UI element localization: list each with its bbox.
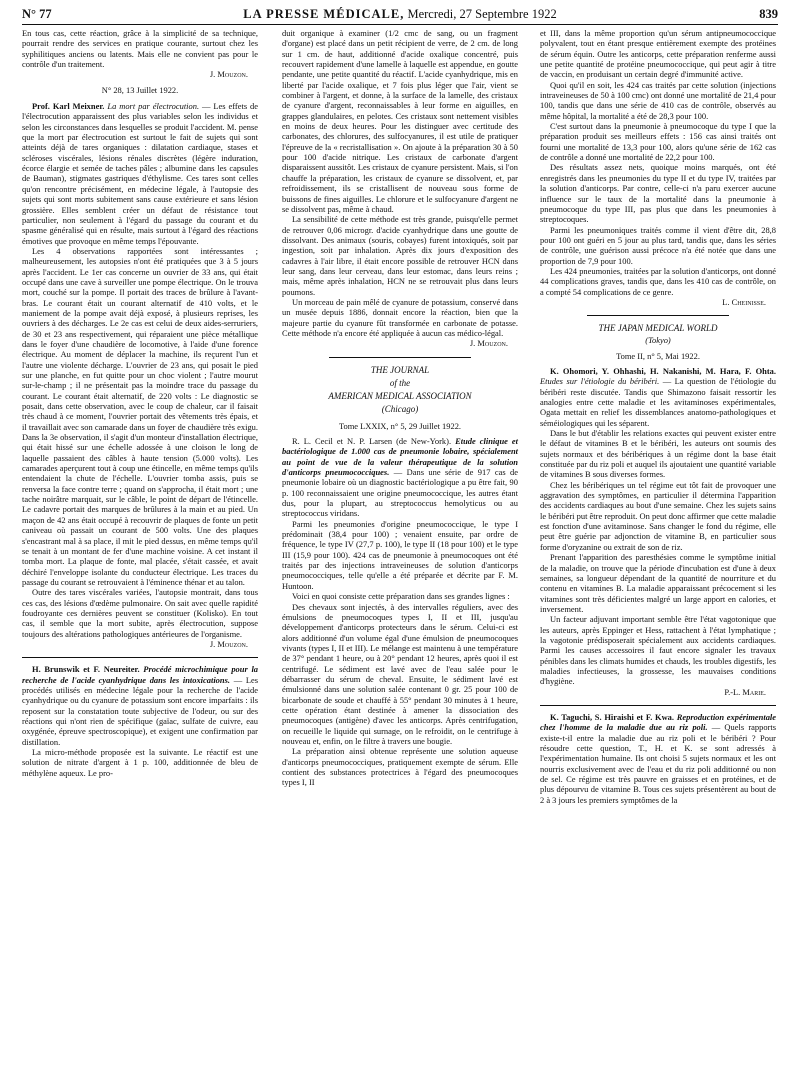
journal-heading: THE JOURNAL: [370, 364, 430, 375]
paragraph: En tous cas, cette réaction, grâce à la simplicité de sa technique, pourrait rendre des services en pratique courante, surtout chez les syphilitiques anciens ou latents. Mais elle ne convient pas pour le contrôle d'un traitement.: [22, 28, 258, 70]
journal-heading: AMERICAN MEDICAL ASSOCIATION: [328, 390, 472, 401]
paragraph: Des chevaux sont injectés, à des intervalles réguliers, avec des émulsions de pneumocoques types I, II et III, jusqu'au développement d'anticorps protecteurs dans le sérum. Celui-ci est alors additionné d'un volume égal d'une émulsion de pneumocoques vivants (types I, II et III). Le mélange est maintenu à une température de 37° pendant 1 heure, ou à 20° pendant 12 heures, après quoi il est centrifugé. Le sédiment est lavé avec de l'eau salée pour le débarrasser du sérum de cheval. Ensuite, le sédiment lavé est émulsionné dans une solution salée contenant 0 gr. 25 pour 100 de bicarbonate de soude et chauffé à 55° pendant 30 minutes à 1 heure, cette opération étant destinée à amener la dissociation des pneumocoques (antigène) d'avec les anticorps. Après centrifugation, on recueille le liquide qui surnage, on le refroidit, on le centrifuge à nouveau et, enfin, on le filtre à travers une bougie.: [282, 601, 518, 746]
paragraph: Prenant l'apparition des paresthésies comme le symptôme initial de la maladie, on trouve que la période d'incubation est d'une à deux semaines, sa longueur dépendant de la quantité de nourriture et du contenu en vitamines B. La maladie apparaissant précocement si les vitamines sont très déficientes malgré un large apport en calories, et inversement.: [540, 552, 776, 614]
article-paragraph: [540, 712, 776, 805]
paragraph: Quoi qu'il en soit, les 424 cas traités par cette solution (injections intraveineuses de 50 à 100 cmc) ont donné une mortalité de 21,4 pour 100, tandis que dans une série de 410 cas de contrôle, observés au même hôpital, la mortalité a été de 28,3 pour 100.: [540, 79, 776, 121]
journal-location: (Chicago): [381, 403, 419, 414]
paragraph: Dans le but d'établir les relations exactes qui peuvent exister entre le défaut de vitamines B et le béribéri, les auteurs ont soumis des sujets normaux et des béribériques à un régime dont la base était constituée par du riz poli et auquel ils ajoutaient une quantité variable de vitamines B sous diverses formes.: [540, 428, 776, 480]
article-paragraph: [282, 436, 518, 519]
signature: J. Mouzon.: [209, 69, 248, 80]
article-title: Etudes sur l'étiologie du béribéri.: [540, 376, 660, 387]
paragraph: La micro-méthode proposée est la suivante. Le réactif est une solution de nitrate d'argent à 1 p. 100, additionnée de bleu de méthylène aqueux. Le pro-: [22, 747, 258, 778]
page-number: 839: [759, 7, 778, 21]
paragraph: Un facteur adjuvant important semble être l'état vagotonique que les auteurs, après Eppinger et Hess, rattachent à l'état lymphatique ; la vagotonie prédisposerait spécialement aux accidents cardiaques. Parmi les causes accessoires il faut encore signaler les travaux pénibles dans les climats humides et chauds, les troubles digestifs, les maladies infectieuses, la grossesse, les mauvaises conditions d'hygiène.: [540, 614, 776, 687]
paragraph: C'est surtout dans la pneumonie à pneumocoque du type I que la préparation produit ses meilleurs effets : 156 cas ainsi traités ont fourni une mortalité de 13,3 pour 100, alors qu'une série de 162 cas de contrôle a donné une mortalité de 22,2 pour 100.: [540, 121, 776, 163]
signature: J. Mouzon.: [469, 338, 508, 349]
issue-number: N° 77: [22, 7, 52, 21]
section-heading: N° 28, 13 Juillet 1922.: [101, 84, 179, 95]
article-text: — Dans une série de 917 cas de pneumonie lobaire où un diagnostic bactériologique a pu être fait, 90 p. 100 reconnaissaient une origine pneumococcique, les autres étant dus, pour la plupart, au streptococcus hemolyticus ou au streptococcus viridans.: [282, 467, 519, 519]
paragraph: duit organique à examiner (1/2 cmc de sang, ou un fragment d'organe) est placé dans un petit récipient de verre, de 2 cm. de long sur 1 cm. de haut, additionné d'acide oxalique concentré, puis recouvert rapidement d'une lamelle à laquelle est appendue, en goutte pendante, une petite quantité du réactif. L'acide cyanhydrique, mis en liberté par l'acide oxalique, et 7 fois plus léger que l'air, vient se combiner à l'argent, et donne, à la surface de la lamelle, des cristaux de cyanure d'argent, reconnaissables à leur forme en aiguilles, en grappes glandulaires, en pelotes. Ces cristaux sont nettement visibles en moins de deux heures. Pour les distinguer avec certitude des carbonates, des chlorures, des sulfocyanures, il est utile de pratiquer l'épreuve de la « recristallisation ». On ajoute à la préparation 30 à 50 pour 100 d'acide nitrique. Les cristaux de carbonate d'argent disparaissent aussitôt. Les cristaux de cyanure persistent. Mais, si l'on chauffe la préparation, les cristaux de cyanure se dissolvent, et, par refroidissement, ils se cristallisent de nouveau sous forme de buissons de fines aiguilles. Le chlorure et le sulfocyanure d'argent ne se dissolvent pas, même à chaud.: [282, 28, 518, 214]
column-1: [22, 28, 258, 778]
paragraph: Outre des tares viscérales variées, l'autopsie montrait, dans tous ces cas, des lésions d'œdème pulmonaire. On sait avec quelle rapidité foudroyante ces dernières peuvent se constituer (Kolisko). En tout cas, il semble que la mort subite, après électrocution, suppose toujours des altérations pathologiques antérieures de l'organisme.: [22, 587, 258, 639]
divider: [587, 315, 729, 316]
article-text: — Quels rapports existe-t-il entre la maladie due au riz poli et le béribéri ? Pour résoudre cette question, T., H. et K. se sont adressés à l'expérimentation humaine. Ils ont choisi 5 sujets normaux et les ont nourris exclusivement avec de l'eau et du riz poli additionné ou non de sel. Ce régime est très pauvre en graisses et en protéines, et de plus dépourvu de vitamine B. Tous ces sujets présentèrent au bout de 2 à 3 jours les premiers symptômes de la: [540, 722, 776, 805]
signature: L. Cheinisse.: [722, 296, 766, 307]
paragraph: La sensibilité de cette méthode est très grande, puisqu'elle permet de retrouver 0,06 microgr. d'acide cyanhydrique dans une goutte de dissolvant. Des animaux (souris, cobayes) furent intoxiqués, soit par ingestion, soit par inhalation. Après dix jours d'exposition des cadavres à l'air libre, il était encore possible de retrouver HCN dans leur sang, dans leur cerveau, dans leur estomac, dans leurs reins ; mais, même après inhalation, HCN ne se retrouvait plus dans leurs poumons.: [282, 214, 518, 297]
column-2: [282, 28, 518, 788]
paragraph: Parmi les pneumoniques traités comme il vient d'être dit, 28,8 pour 100 ont guéri en 5 jour au plus tard, tandis que, dans les séries de contrôle, une guérison aussi précoce n'a été notée que dans une proportion de 7,9 pour 100.: [540, 224, 776, 266]
volume-line: Tome LXXIX, n° 5, 29 Juillet 1922.: [338, 420, 462, 431]
paragraph: Les 4 observations rapportées sont intéressantes ; malheureusement, les autopsies n'ont été pratiquées que 3 à 5 jours après l'accident. Le 1er cas concerne un ouvrier de 33 ans, qui était occupé dans une cave à surveiller une pompe électrique. On le trouva mort, couché sur la pompe. Il portait des traces de brûlure à l'avant-bras. Le courant était un courant alternatif de 410 volts, et le maniement de la pompe avait déjà exposé, à plusieurs reprises, les ouvriers à des décharges. Le 2e cas est celui de deux aides-serruriers, de 30 et 23 ans respectivement, qui réparaient une pièce métallique dans le foyer d'une chaudière de locomotive, à l'aide d'une forence électrique. Au moment de déplacer la machine, ils reçurent l'un et l'autre une violente décharge. L'ouvrier de 23 ans, qui posait le pied sur une planche, en fut quitte pour un choc violent ; l'autre mourut sur-le-champ ; il ne présentait pas la moindre trace du passage du courant. Le courant était alternatif, de 220 volts : Le diagnostic se posait, dans cette observation, avec le coup de chaleur, car il faisait très chaud à ce moment, l'ouvrier portait des vêtements très épais, et il travaillait avec son camarade dans un foyer de chaudière très exigu. Dans la 3e observation, il s'agit d'un monteur d'installation électrique, qui était hissé sur une échelle adossée à une cloison le long de laquelle passaient des câbles à haute tension (5.000 volts). Les camarades aperçurent tout à coup une étincelle, en même temps qu'ils entendaient la chute de l'échelle. L'ouvrier tomba assis, puis se renversa la face contre terre ; quand on s'approcha, il était mort ; une tache noirâtre marquait, sur le câble, le point de départ de l'étincelle. Le cadavre portait des marques de brûlures à la main et au pied. Un maçon de 42 ans était occupé à recouvrir de plaques de fonte un petit caniveau où passait un courant de 500 volts. Une des plaques s'encastrant mal à sa place, il mit le pied dessus, en même temps qu'il se tenait à un montant de fer d'une machine voisine. A cet instant il tomba mort. La plaque de fonte, mal placée, s'était cassée, et avait déchiré l'enveloppe isolante du conducteur électrique. Les traces du passage du courant se retrouvaient à l'éminence thénar et au talon.: [22, 245, 258, 587]
page-header: [22, 6, 778, 25]
journal-heading: THE JAPAN MEDICAL WORLD: [598, 323, 718, 334]
journal-location: (Tokyo): [645, 335, 671, 346]
article-title: Reproduction expérimentale chez l'homme de la maladie due au riz poli.: [540, 711, 777, 733]
signature: P.-L. Marie.: [724, 686, 766, 697]
volume-line: Tome II, n° 5, Mai 1922.: [616, 350, 700, 361]
article-text: — La question de l'étiologie du béribéri reste discutée. Tandis que Shimazono faisait ressortir les analogies entre cette maladie et les avitaminoses expérimentales, Ogata mettait en relief les dissemblances anatomo-pathologiques et séméiologiques qui les séparent.: [540, 376, 776, 428]
paragraph: Des résultats assez nets, quoique moins marqués, ont été enregistrés dans les pneumonies du type II et du type IV, traitées par la solution d'anticorps. Par contre, celle-ci n'a paru exercer aucune influence sur le taux de la mortalité dans la pneumonie à pneumocoque du type III, pas plus que dans les pneumonies à streptocoques.: [540, 162, 776, 225]
paragraph: Voici en quoi consiste cette préparation dans ses grandes lignes :: [292, 591, 510, 602]
article-author: K. Ohomori, Y. Ohhashi, H. Nakanishi, M. Hara, F. Ohta.: [550, 365, 776, 376]
divider: [540, 705, 776, 706]
article-text: — Les procédés utilisés en médecine légale pour la recherche de l'acide cyanhydrique ou du cyanure de potassium sont encore imparfaits : ils reposent sur la constatation toute subjective de l'odeur, ou sur des réactions qui n'ont rien de spécifique (gaïac, sulfate de cuivre, eau oxygénée, épreuve spectroscopique), et exigent une confirmation par distillation.: [22, 674, 258, 747]
journal-heading: of the: [389, 377, 411, 388]
article-author: H. Brunswik et F. Neureiter.: [32, 664, 140, 675]
paragraph: Un morceau de pain mêlé de cyanure de potassium, conservé dans un musée depuis 1886, donnait encore la réaction, bien que la majeure partie du cyanure fût transformée en carbonate de potasse. Cette méthode n'a encore été appliquée à aucun cas médico-légal.: [282, 296, 518, 338]
article-title: Procédé microchimique pour la recherche de l'acide cyanhydrique dans les intoxications.: [22, 664, 259, 685]
journal-title: [22, 7, 778, 22]
paragraph: La préparation ainsi obtenue représente une solution aqueuse d'anticorps pneumococciques, pratiquement exempte de sérum. Elle contient des substances protectrices à l'égard des pneumocoques types I, II: [282, 746, 518, 788]
paragraph: et III, dans la même proportion qu'un sérum antipneumococcique polyvalent, tout en étant presque entièrement exempte des protéines de sérum équin. Outre les anticorps, cette préparation renferme aussi une petite quantité de protéine pneumococcique, qui peut agir à titre de vaccin, en produisant un certain degré d'immunité active.: [540, 28, 776, 80]
paragraph: Chez les béribériques un tel régime eut tôt fait de provoquer une aggravation des symptômes, en particulier il détermina l'apparition des accidents cardiaques au bout d'une semaine. Chez les sujets sains le béribéri put être reproduit. On peut donc affirmer que cette maladie est fonction d'une avitaminose. Sans changer le fond du régime, elle peut être guérie par adjonction de vitamine B, en particulier sous forme d'oryzanine ou extrait de son de riz.: [540, 479, 776, 552]
article-title: Etude clinique et bactériologique de 1.000 cas de pneumonie lobaire, spécialement au point de vue de la valeur thérapeutique de la solution d'anticorps pneumococciques.: [282, 436, 519, 478]
column-3: [540, 28, 776, 805]
article-author: R. L. Cecil et N. P. Larsen (de New-York).: [292, 436, 452, 446]
divider: [22, 657, 258, 658]
article-paragraph: [22, 664, 258, 747]
journal-name: LA PRESSE MÉDICALE,: [243, 7, 405, 21]
article-title: La mort par électrocution.: [107, 101, 200, 112]
article-paragraph: [22, 101, 258, 246]
paragraph: Parmi les pneumonies d'origine pneumococcique, le type I prédominait (38,4 pour 100) ; venaient ensuite, par ordre de fréquence, le type IV (27,7 p. 100), le type II (18 pour 100) et le type III (15,9 pour 100). 424 cas de pneumonie à pneumocoques ont été traités par des injections intraveineuses de solution d'anticorps pneumococciques, telle qu'elle a été préparée et décrite par F. M. Huntoon.: [282, 518, 518, 591]
article-paragraph: [540, 366, 776, 428]
paragraph: Les 424 pneumonies, traitées par la solution d'anticorps, ont donné 44 complications graves, tandis que, dans les 410 cas de contrôle, on a compté 54 complications de ce genre.: [540, 265, 776, 297]
issue-date: Mercredi, 27 Septembre 1922: [407, 7, 557, 21]
signature: J. Mouzon.: [209, 638, 248, 649]
divider: [329, 357, 471, 358]
article-author: Prof. Karl Meixner.: [32, 101, 105, 112]
article-text: — Les effets de l'électrocution apparaissent des plus variables selon les individus et selon les circonstances dans lesquelles se produit l'accident. M. pense que la mort par électrocution est surtout le fait de sujets qui sont atteints déjà de tares organiques : dilatation cardiaque, stases et scléroses viscérales, lésions rénales discrètes (légère induration, écorce élargie et semée de taches pâles ; albumine dans les capsules de Bauman), stigmates gastriques d'éthylisme. Ces tares sont celles qu'on rencontre précisément, en médecine légale, à l'autopsie des sujets qui sont morts subitement sans cause extérieure et sans lésion grossière. Elles semblent créer un défaut de résistance tout particulier, non seulement à l'égard du passage du courant et du spasme généralisé qui en résulte, mais surtout à l'égard des réactions émotives que provoque en même temps l'épouvante.: [22, 101, 259, 246]
article-author: K. Taguchi, S. Hiraishi et F. Kwa.: [550, 711, 675, 722]
